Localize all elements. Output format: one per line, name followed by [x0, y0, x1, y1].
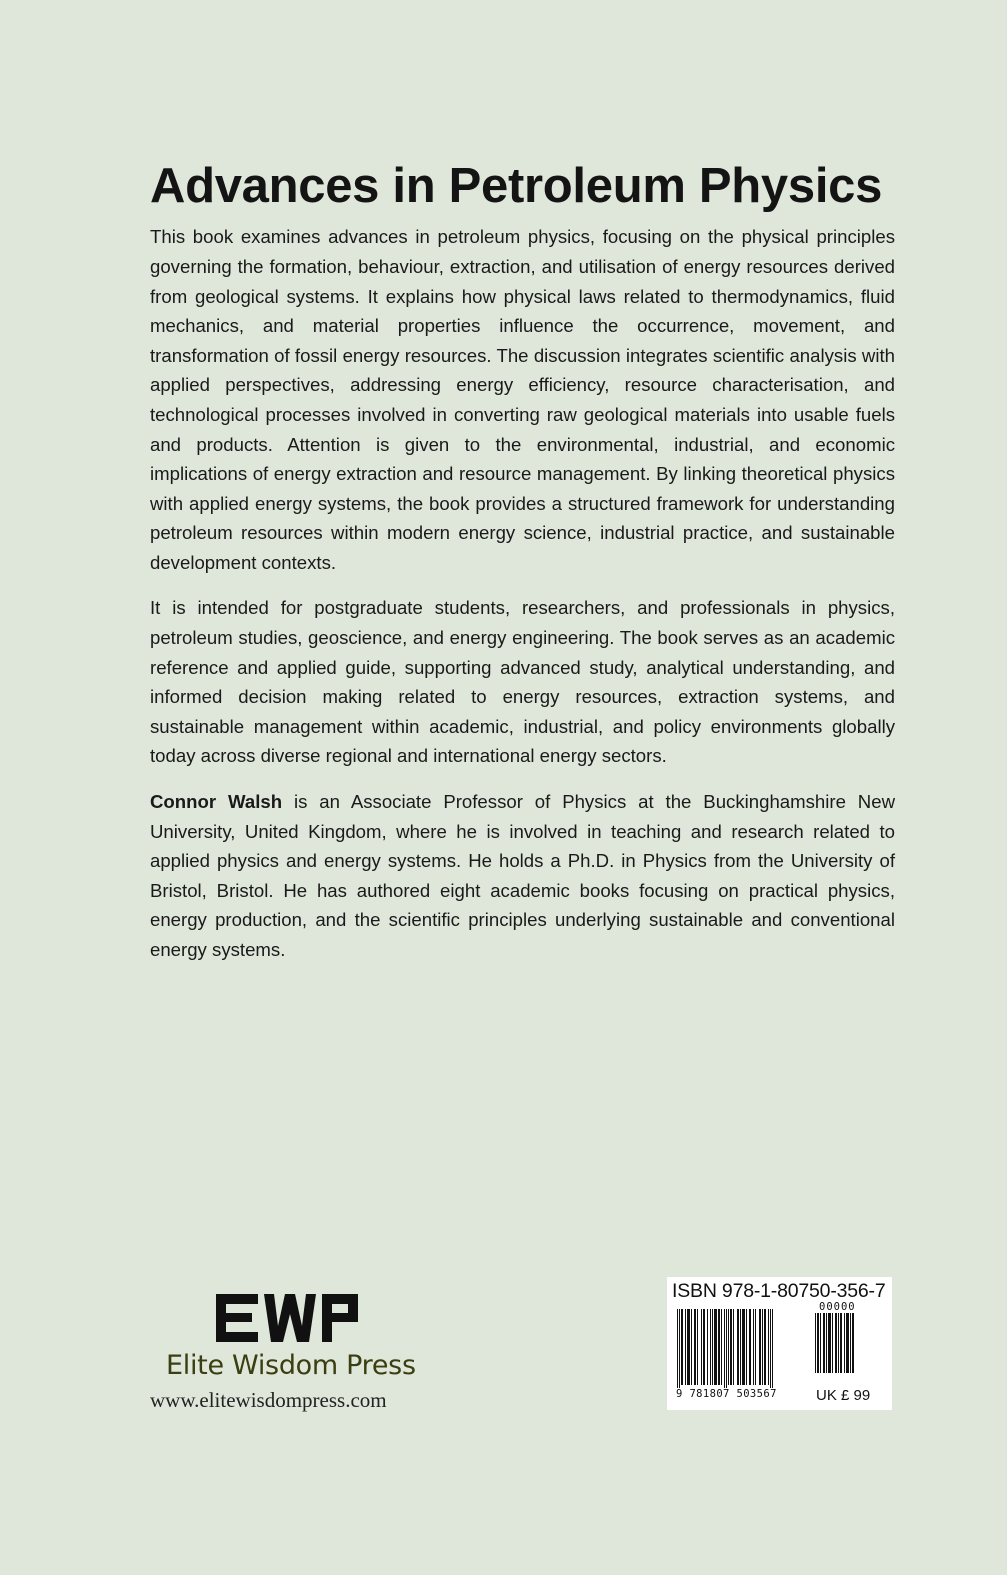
barcode-bar — [703, 1309, 705, 1385]
barcode-bar — [728, 1309, 729, 1385]
publisher-name: Elite Wisdom Press — [166, 1350, 416, 1381]
barcode-bar — [753, 1309, 754, 1385]
author-name: Connor Walsh — [150, 791, 283, 813]
barcode-bar — [846, 1313, 849, 1373]
barcode-bar — [755, 1309, 756, 1385]
barcode-bar — [817, 1313, 819, 1373]
barcode-bar — [759, 1309, 761, 1385]
publisher-block — [150, 1292, 450, 1412]
barcode-bar — [820, 1313, 821, 1373]
description-paragraph-1: This book examines advances in petroleum physics, focusing on the physical principles governing the formation, behaviour, extraction, and utilisation of energy resources derived from geological systems. It explains how physical laws related to thermodynamics, fluid mechanics, and material properties influence the occurrence, movement, and transformation of fossil energy resources. The discussion integrates scientific analysis with applied perspectives, addressing energy efficiency, resource characterisation, and technological processes involved in converting raw geological materials into usable fuels and products. Attention is given to the environmental, industrial, and economic implications of energy extraction and resource management. By linking theoretical physics with applied energy systems, the book provides a structured framework for understanding petroleum resources within modern energy science, industrial practice, and sustainable development contexts. — [150, 226, 895, 573]
barcode-bar — [701, 1309, 702, 1385]
barcode-bar — [838, 1313, 839, 1373]
barcode-digits: 9 781807 503567 — [676, 1388, 777, 1400]
barcode-bar — [823, 1313, 825, 1373]
barcode-bar — [852, 1313, 854, 1373]
barcode-bar — [712, 1309, 713, 1385]
barcode-bar — [718, 1309, 720, 1385]
barcode-bar — [770, 1309, 771, 1393]
barcode-bar — [815, 1313, 816, 1373]
barcode-bar — [772, 1309, 773, 1393]
price-label: UK £ 99 — [816, 1387, 871, 1404]
barcode-bar — [832, 1313, 833, 1373]
barcode-bar — [742, 1309, 745, 1385]
barcode-bar — [762, 1309, 763, 1385]
barcode-addon-bars — [815, 1313, 871, 1381]
barcode-bar — [835, 1313, 837, 1373]
barcode-bar — [840, 1313, 842, 1373]
isbn-barcode — [667, 1277, 892, 1410]
author-bio-text: is an Associate Professor of Physics at the Buckinghamshire New University, United Kingdom, where he is involved in teaching and research related to applied physics and energy systems. He holds a Ph.D. in Physics from the University of Bristol, Bristol. He has authored eight academic books focusing on practical physics, energy production, and the scientific principles underlying sustainable and conventional energy systems. — [150, 791, 895, 960]
barcode-addon-digits: 00000 — [819, 1301, 856, 1313]
book-title: Advances in Petroleum Physics — [150, 159, 883, 213]
barcode-bar — [724, 1309, 725, 1393]
barcode-bar — [697, 1309, 698, 1385]
barcode-bar — [826, 1313, 827, 1373]
barcode-bar — [733, 1309, 734, 1385]
barcode-bar — [768, 1309, 769, 1385]
barcode-bar — [764, 1309, 766, 1385]
barcode-bar — [707, 1309, 708, 1385]
author-bio — [150, 787, 895, 965]
barcode-bar — [685, 1309, 686, 1385]
barcode-bar — [749, 1309, 751, 1385]
barcode-bar — [710, 1309, 711, 1385]
barcode-bar — [714, 1309, 717, 1385]
barcode-bar — [691, 1309, 692, 1385]
barcode-bar — [681, 1309, 683, 1385]
publisher-website: www.elitewisdompress.com — [150, 1388, 387, 1412]
barcode-bar — [694, 1309, 696, 1385]
isbn-number: ISBN 978-1-80750-356-7 — [672, 1280, 886, 1302]
barcode-bar — [828, 1313, 831, 1373]
barcode-bar — [687, 1309, 690, 1385]
barcode-main-bars — [677, 1309, 805, 1393]
barcode-bar — [721, 1309, 722, 1385]
description-paragraph-2: It is intended for postgraduate students, researchers, and professionals in physics, petroleum studies, geoscience, and energy engineering. The book serves as an academic reference and applied guide, supporting advanced study, analytical understanding, and informed decision making related to energy resources, extraction systems, and sustainable management within academic, industrial, and policy environments globally today across diverse regional and international energy sectors. — [150, 597, 895, 767]
barcode-bar — [844, 1313, 845, 1373]
ewp-logo — [216, 1292, 364, 1344]
barcode-bar — [726, 1309, 727, 1393]
barcode-bar — [730, 1309, 732, 1385]
barcode-bar — [677, 1309, 678, 1393]
barcode-bar — [737, 1309, 739, 1385]
barcode-bar — [746, 1309, 747, 1385]
barcode-bar — [679, 1309, 680, 1393]
barcode-bar — [850, 1313, 851, 1373]
back-cover-text — [150, 158, 895, 965]
barcode-bar — [740, 1309, 741, 1385]
